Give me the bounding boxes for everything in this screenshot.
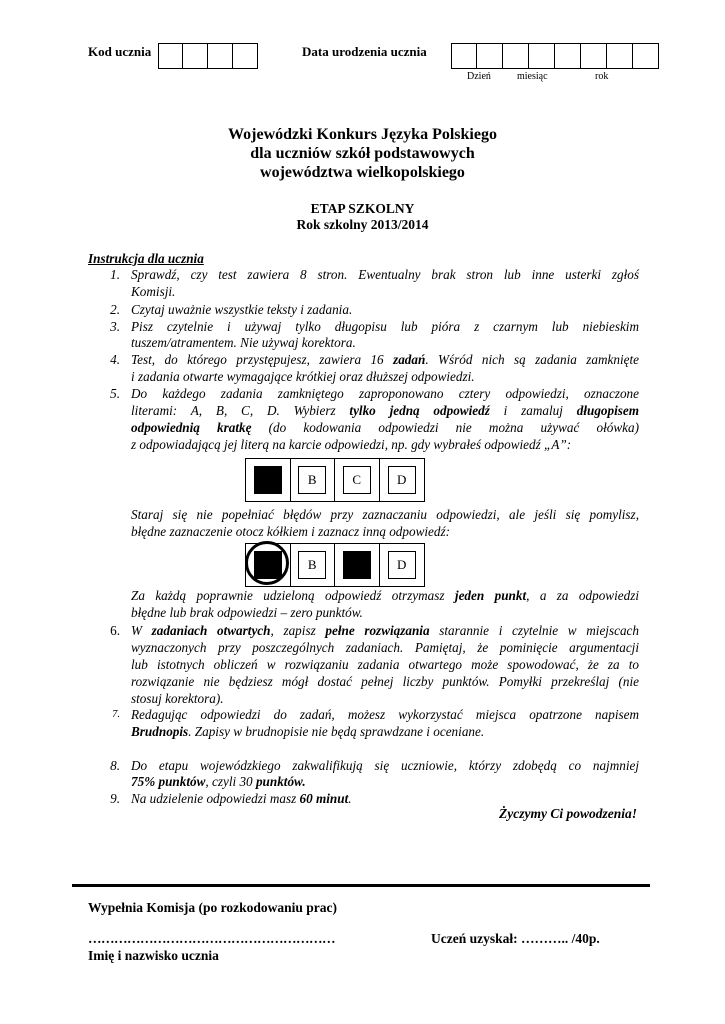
text: . Wśród nich są zadania zamknięte — [425, 352, 639, 367]
title-line-1: Wojewódzki Konkurs Języka Polskiego — [228, 126, 497, 143]
item-7-line-2 — [131, 723, 484, 740]
month-label: miesiąc — [517, 71, 548, 82]
student-code-label: Kod ucznia — [88, 44, 152, 59]
emphasis: Brudnopis — [131, 724, 189, 739]
name-label: Imię i nazwisko ucznia — [88, 948, 219, 963]
item-number: 5. — [110, 386, 120, 401]
score-label: Uczeń uzyskał: ……….. /40p. — [431, 931, 600, 946]
answer-example-correct — [245, 458, 425, 502]
title-line-3: województwa wielkopolskiego — [260, 164, 465, 181]
filled-box — [343, 551, 371, 579]
answer-letter: C — [343, 466, 371, 494]
item-2-line-1: Czytaj uważnie wszystkie teksty i zadania. — [131, 302, 353, 317]
text: Na udzielenie odpowiedzi masz — [131, 791, 300, 806]
text: . — [348, 791, 352, 806]
emphasis: zadaniach otwartych — [151, 623, 271, 638]
item-3-line-2: tuszem/atramentem. Nie używaj korektora. — [131, 335, 356, 350]
birth-date-boxes[interactable] — [451, 43, 659, 69]
text: , czyli 30 — [205, 774, 256, 789]
item-number: 3. — [110, 319, 120, 334]
emphasis: jeden punkt — [454, 588, 527, 603]
item-9-line-1 — [131, 790, 352, 807]
committee-label: Wypełnia Komisja (po rozkodowaniu prac) — [88, 900, 338, 915]
item-5-line-6: błędne zaznaczenie otocz kółkiem i zaznacz inną odpowiedź: — [131, 524, 451, 539]
item-8-line-2 — [131, 773, 306, 790]
text: Za każdą poprawnie udzieloną odpowiedź otrzymasz — [131, 588, 455, 603]
text: Test, do którego przystępujesz, zawiera 16 — [131, 352, 394, 367]
answer-cell-c — [335, 544, 380, 586]
item-number: 6. — [110, 623, 120, 638]
item-5-line-2 — [131, 402, 639, 419]
emphasis: 60 minut — [299, 791, 349, 806]
item-4-line-2: i zadania otwarte wymagające krótkiej oraz dłuższej odpowiedzi. — [131, 369, 475, 384]
correction-circle-icon — [245, 541, 289, 585]
text: , a za odpowiedzi — [526, 588, 639, 603]
date-cell[interactable] — [555, 43, 581, 69]
date-cell[interactable] — [477, 43, 503, 69]
answer-cell-c — [335, 459, 380, 501]
item-number: 7. — [112, 709, 120, 720]
emphasis: punktów. — [255, 774, 306, 789]
answer-letter: D — [388, 551, 416, 579]
item-5-line-5: Staraj się nie popełniać błędów przy zaznaczaniu odpowiedzi, ale jeśli się pomylisz, — [131, 507, 639, 522]
date-cell[interactable] — [451, 43, 477, 69]
emphasis: pełne rozwiązania — [325, 623, 430, 638]
item-5-line-8: błędne lub brak odpowiedzi – zero punktów. — [131, 605, 363, 620]
answer-letter: A — [263, 472, 273, 487]
student-code-boxes[interactable] — [158, 43, 258, 69]
instructions-heading: Instrukcja dla ucznia — [88, 251, 204, 266]
item-5-line-1: Do każdego zadania zamkniętego zaproponowano cztery odpowiedzi, oznaczone — [131, 386, 639, 401]
answer-cell-a — [246, 459, 291, 501]
filled-box — [254, 466, 282, 494]
text: i zamaluj — [489, 403, 577, 418]
text: literami: A, B, C, D. Wybierz — [131, 403, 350, 418]
answer-letter: D — [388, 466, 416, 494]
date-cell[interactable] — [503, 43, 529, 69]
text: (do kodowania odpowiedzi nie można używać ołówka) — [251, 420, 639, 435]
item-1-line-2: Komisji. — [131, 284, 176, 299]
item-3-line-1: Pisz czytelnie i używaj tylko długopisu lub pióra z czarnym lub niebieskim — [131, 319, 639, 334]
date-cell[interactable] — [529, 43, 555, 69]
item-6-line-5: stosuj korektora). — [131, 691, 224, 706]
item-7-line-1: Redagując odpowiedzi do zadań, możesz wykorzystać miejsca opatrzone napisem — [131, 707, 639, 722]
emphasis: 75% punktów — [131, 774, 206, 789]
answer-cell-b — [291, 459, 336, 501]
item-1-line-1: Sprawdź, czy test zawiera 8 stron. Ewentualny brak stron lub inne usterki zgłoś — [131, 267, 639, 282]
school-year: Rok szkolny 2013/2014 — [296, 217, 429, 232]
emphasis: długopisem — [576, 403, 640, 418]
date-cell[interactable] — [633, 43, 659, 69]
text: . Zapisy w brudnopisie nie będą sprawdzane i oceniane. — [188, 724, 485, 739]
good-luck-wish: Życzymy Ci powodzenia! — [499, 806, 637, 821]
item-number: 2. — [110, 302, 120, 317]
item-5-line-4: z odpowiadającą jej literą na karcie odpowiedzi, np. gdy wybrałeś odpowiedź „A”: — [131, 437, 572, 452]
text: W — [131, 623, 152, 638]
item-number: 4. — [110, 352, 120, 367]
item-6-line-3: lub istotnych obliczeń w rozwiązaniu zadania otwartego może spowodować, że za to — [131, 657, 639, 672]
birth-date-label: Data urodzenia ucznia — [302, 44, 427, 59]
emphasis: odpowiednią kratkę — [131, 420, 252, 435]
emphasis: zadań — [393, 352, 426, 367]
item-6-line-1 — [131, 622, 639, 639]
answer-letter: B — [298, 466, 326, 494]
answer-letter: B — [298, 551, 326, 579]
code-cell[interactable] — [158, 43, 183, 69]
item-4-line-1 — [131, 351, 639, 368]
code-cell[interactable] — [208, 43, 233, 69]
item-5-line-3 — [131, 419, 639, 436]
answer-cell-b — [291, 544, 336, 586]
item-6-line-4: rozwiązanie nie będziesz mógł dostać pełnej liczby punktów. Pomyłki przekreślaj (nie — [131, 674, 639, 689]
emphasis: tylko jedną odpowiedź — [349, 403, 490, 418]
answer-letter: A — [263, 557, 273, 572]
answer-cell-d — [380, 544, 424, 586]
code-cell[interactable] — [233, 43, 258, 69]
item-number: 9. — [110, 791, 120, 806]
date-cell[interactable] — [581, 43, 607, 69]
day-label: Dzień — [467, 71, 491, 82]
code-cell[interactable] — [183, 43, 208, 69]
answer-cell-d — [380, 459, 424, 501]
stage-name: ETAP SZKOLNY — [310, 201, 415, 216]
item-5-line-7 — [131, 587, 639, 604]
date-cell[interactable] — [607, 43, 633, 69]
title-line-2: dla uczniów szkół podstawowych — [250, 145, 475, 162]
text: , zapisz — [270, 623, 326, 638]
item-number: 1. — [110, 267, 120, 282]
answer-letter: C — [352, 557, 362, 572]
item-number: 8. — [110, 758, 120, 773]
text: starannie i czytelnie w miejscach — [429, 623, 639, 638]
item-8-line-1: Do etapu wojewódzkiego zakwalifikują się uczniowie, którzy zdobędą co najmniej — [131, 758, 639, 773]
footer-divider — [72, 884, 650, 887]
item-6-line-2: wyznaczonych przy poszczególnych zadaniach. Pamiętaj, że pominięcie argumentacji — [131, 640, 639, 655]
year-label: rok — [595, 71, 609, 82]
name-dots[interactable]: ………………………………………………… — [88, 931, 335, 946]
